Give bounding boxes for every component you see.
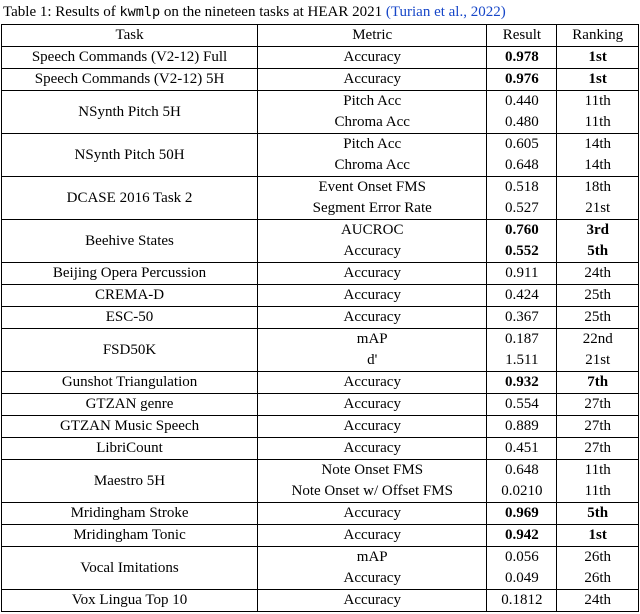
metric-cell: Accuracy: [258, 69, 487, 91]
ranking-cell: 1st: [557, 69, 639, 91]
result-cell: 0.480: [487, 112, 557, 134]
caption-code-kwmlp: kwmlp: [119, 4, 161, 20]
metric-cell: Accuracy: [258, 263, 487, 285]
ranking-cell: 11th: [557, 91, 639, 113]
table-header: [2, 25, 639, 47]
table-row: [2, 460, 639, 482]
table-body: [2, 47, 639, 612]
metric-cell: Accuracy: [258, 438, 487, 460]
result-cell: 0.518: [487, 177, 557, 199]
table-row: [2, 263, 639, 285]
metric-cell: Accuracy: [258, 285, 487, 307]
ranking-cell: 3rd: [557, 220, 639, 242]
task-cell: GTZAN Music Speech: [2, 416, 258, 438]
metric-cell: Pitch Acc: [258, 91, 487, 113]
ranking-cell: 27th: [557, 416, 639, 438]
table-row: [2, 525, 639, 547]
result-cell: 0.978: [487, 47, 557, 69]
ranking-cell: 11th: [557, 112, 639, 134]
task-cell: Mridingham Stroke: [2, 503, 258, 525]
task-cell: Vox Lingua Top 10: [2, 590, 258, 612]
result-cell: 0.049: [487, 568, 557, 590]
table-row: [2, 47, 639, 69]
ranking-cell: 27th: [557, 438, 639, 460]
result-cell: 0.976: [487, 69, 557, 91]
table-row: [2, 307, 639, 329]
ranking-cell: 25th: [557, 307, 639, 329]
task-cell: CREMA-D: [2, 285, 258, 307]
result-cell: 0.932: [487, 372, 557, 394]
result-cell: 0.1812: [487, 590, 557, 612]
ranking-cell: 21st: [557, 350, 639, 372]
result-cell: 0.605: [487, 134, 557, 156]
ranking-cell: 25th: [557, 285, 639, 307]
table-row: [2, 416, 639, 438]
ranking-cell: 26th: [557, 568, 639, 590]
metric-cell: Accuracy: [258, 241, 487, 263]
metric-cell: Accuracy: [258, 503, 487, 525]
table-row: [2, 503, 639, 525]
table-row: [2, 438, 639, 460]
task-cell: DCASE 2016 Task 2: [2, 177, 258, 220]
results-table: [1, 24, 639, 612]
metric-cell: Chroma Acc: [258, 112, 487, 134]
metric-cell: Accuracy: [258, 394, 487, 416]
result-cell: 0.0210: [487, 481, 557, 503]
citation-link[interactable]: (Turian et al., 2022): [385, 4, 506, 20]
result-cell: 0.424: [487, 285, 557, 307]
ranking-cell: 5th: [557, 503, 639, 525]
ranking-cell: 11th: [557, 460, 639, 482]
table-row: [2, 177, 639, 199]
metric-cell: Accuracy: [258, 47, 487, 69]
metric-cell: Accuracy: [258, 372, 487, 394]
table-row: [2, 394, 639, 416]
table-row: [2, 285, 639, 307]
table-row: [2, 329, 639, 351]
result-cell: 0.552: [487, 241, 557, 263]
ranking-cell: 24th: [557, 590, 639, 612]
result-cell: 0.187: [487, 329, 557, 351]
result-cell: 0.056: [487, 547, 557, 569]
ranking-cell: 11th: [557, 481, 639, 503]
result-cell: 1.511: [487, 350, 557, 372]
task-cell: Mridingham Tonic: [2, 525, 258, 547]
result-cell: 0.648: [487, 460, 557, 482]
table-row: [2, 220, 639, 242]
ranking-cell: 7th: [557, 372, 639, 394]
metric-cell: Chroma Acc: [258, 155, 487, 177]
ranking-cell: 21st: [557, 198, 639, 220]
metric-cell: Accuracy: [258, 416, 487, 438]
table-row: [2, 372, 639, 394]
task-cell: Vocal Imitations: [2, 547, 258, 590]
caption-middle: on the nineteen tasks at HEAR 2021: [160, 4, 386, 20]
task-cell: Speech Commands (V2-12) 5H: [2, 69, 258, 91]
result-cell: 0.911: [487, 263, 557, 285]
result-cell: 0.760: [487, 220, 557, 242]
header-task: Task: [2, 25, 258, 47]
ranking-cell: 22nd: [557, 329, 639, 351]
task-cell: Beehive States: [2, 220, 258, 263]
result-cell: 0.440: [487, 91, 557, 113]
caption-prefix: Table 1: Results of: [3, 4, 120, 20]
ranking-cell: 24th: [557, 263, 639, 285]
ranking-cell: 27th: [557, 394, 639, 416]
result-cell: 0.527: [487, 198, 557, 220]
metric-cell: Note Onset FMS: [258, 460, 487, 482]
metric-cell: Pitch Acc: [258, 134, 487, 156]
ranking-cell: 14th: [557, 155, 639, 177]
task-cell: Beijing Opera Percussion: [2, 263, 258, 285]
result-cell: 0.451: [487, 438, 557, 460]
task-cell: NSynth Pitch 5H: [2, 91, 258, 134]
metric-cell: Segment Error Rate: [258, 198, 487, 220]
metric-cell: Accuracy: [258, 307, 487, 329]
header-row: [2, 25, 639, 47]
table-row: [2, 69, 639, 91]
metric-cell: mAP: [258, 547, 487, 569]
task-cell: ESC-50: [2, 307, 258, 329]
result-cell: 0.648: [487, 155, 557, 177]
table-row: [2, 134, 639, 156]
result-cell: 0.367: [487, 307, 557, 329]
ranking-cell: 5th: [557, 241, 639, 263]
ranking-cell: 1st: [557, 47, 639, 69]
task-cell: NSynth Pitch 50H: [2, 134, 258, 177]
table-row: [2, 91, 639, 113]
result-cell: 0.969: [487, 503, 557, 525]
result-cell: 0.554: [487, 394, 557, 416]
metric-cell: AUCROC: [258, 220, 487, 242]
ranking-cell: 26th: [557, 547, 639, 569]
ranking-cell: 14th: [557, 134, 639, 156]
header-ranking: Ranking: [557, 25, 639, 47]
metric-cell: mAP: [258, 329, 487, 351]
metric-cell: Accuracy: [258, 590, 487, 612]
result-cell: 0.889: [487, 416, 557, 438]
task-cell: Maestro 5H: [2, 460, 258, 503]
result-cell: 0.942: [487, 525, 557, 547]
task-cell: FSD50K: [2, 329, 258, 372]
table-row: [2, 590, 639, 612]
table-row: [2, 547, 639, 569]
metric-cell: Accuracy: [258, 568, 487, 590]
header-metric: Metric: [258, 25, 487, 47]
table-caption: [1, 2, 639, 24]
task-cell: LibriCount: [2, 438, 258, 460]
task-cell: Speech Commands (V2-12) Full: [2, 47, 258, 69]
metric-cell: Event Onset FMS: [258, 177, 487, 199]
header-result: Result: [487, 25, 557, 47]
ranking-cell: 18th: [557, 177, 639, 199]
ranking-cell: 1st: [557, 525, 639, 547]
metric-cell: d': [258, 350, 487, 372]
task-cell: GTZAN genre: [2, 394, 258, 416]
task-cell: Gunshot Triangulation: [2, 372, 258, 394]
metric-cell: Note Onset w/ Offset FMS: [258, 481, 487, 503]
metric-cell: Accuracy: [258, 525, 487, 547]
